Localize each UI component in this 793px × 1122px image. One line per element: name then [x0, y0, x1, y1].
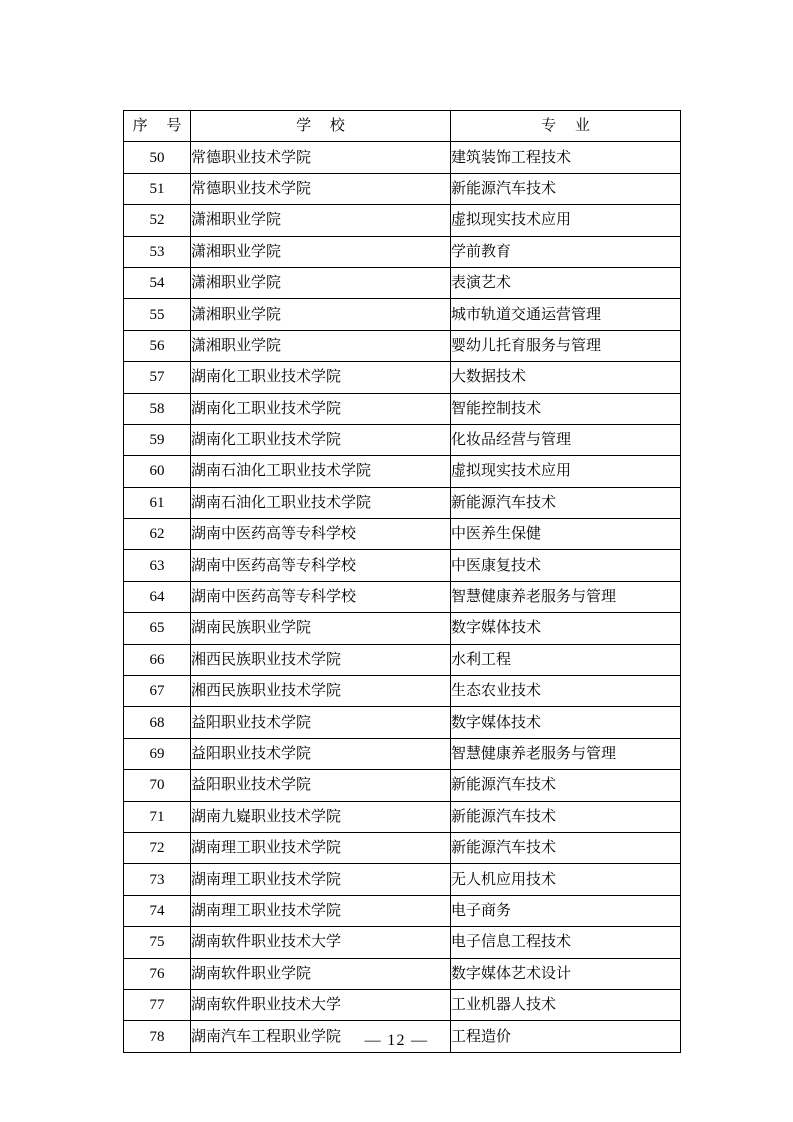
cell-school: 潇湘职业学院: [191, 299, 451, 330]
cell-school: 常德职业技术学院: [191, 173, 451, 204]
cell-school: 湖南汽车工程职业学院: [191, 1021, 451, 1052]
table-row: [124, 613, 681, 644]
cell-number: 77: [124, 989, 191, 1020]
cell-school: 湖南软件职业学院: [191, 958, 451, 989]
table-row: [124, 173, 681, 204]
table-row: [124, 895, 681, 926]
cell-school: 湖南中医药高等专科学校: [191, 581, 451, 612]
table-row: [124, 832, 681, 863]
cell-major: 无人机应用技术: [451, 864, 681, 895]
table-row: [124, 864, 681, 895]
cell-number: 66: [124, 644, 191, 675]
cell-major: 工程造价: [451, 1021, 681, 1052]
cell-major: 新能源汽车技术: [451, 832, 681, 863]
cell-school: 湖南化工职业技术学院: [191, 393, 451, 424]
cell-number: 53: [124, 236, 191, 267]
table-header: [124, 111, 681, 142]
cell-number: 74: [124, 895, 191, 926]
cell-major: 中医康复技术: [451, 550, 681, 581]
column-header-school: 学 校: [191, 111, 451, 142]
cell-number: 57: [124, 362, 191, 393]
cell-major: 智慧健康养老服务与管理: [451, 581, 681, 612]
cell-number: 71: [124, 801, 191, 832]
cell-major: 学前教育: [451, 236, 681, 267]
cell-major: 数字媒体技术: [451, 613, 681, 644]
cell-school: 潇湘职业学院: [191, 330, 451, 361]
cell-major: 工业机器人技术: [451, 989, 681, 1020]
cell-number: 67: [124, 676, 191, 707]
table-row: [124, 581, 681, 612]
table-row: [124, 205, 681, 236]
school-major-table-container: [123, 110, 680, 1053]
cell-major: 电子商务: [451, 895, 681, 926]
table-row: [124, 299, 681, 330]
cell-school: 湖南软件职业技术大学: [191, 927, 451, 958]
cell-major: 新能源汽车技术: [451, 487, 681, 518]
table-row: [124, 393, 681, 424]
cell-school: 湘西民族职业技术学院: [191, 676, 451, 707]
cell-number: 60: [124, 456, 191, 487]
cell-school: 潇湘职业学院: [191, 236, 451, 267]
cell-school: 湖南民族职业学院: [191, 613, 451, 644]
cell-number: 50: [124, 142, 191, 173]
cell-major: 水利工程: [451, 644, 681, 675]
cell-school: 湖南九嶷职业技术学院: [191, 801, 451, 832]
cell-school: 湖南理工职业技术学院: [191, 895, 451, 926]
table-row: [124, 927, 681, 958]
table-row: [124, 801, 681, 832]
column-header-major: 专 业: [451, 111, 681, 142]
school-major-table: [123, 110, 681, 1053]
table-row: [124, 267, 681, 298]
table-row: [124, 424, 681, 455]
cell-major: 虚拟现实技术应用: [451, 456, 681, 487]
table-row: [124, 142, 681, 173]
cell-school: 湖南化工职业技术学院: [191, 362, 451, 393]
cell-major: 化妆品经营与管理: [451, 424, 681, 455]
cell-number: 73: [124, 864, 191, 895]
cell-number: 58: [124, 393, 191, 424]
cell-major: 中医养生保健: [451, 519, 681, 550]
cell-major: 城市轨道交通运营管理: [451, 299, 681, 330]
cell-major: 生态农业技术: [451, 676, 681, 707]
cell-major: 虚拟现实技术应用: [451, 205, 681, 236]
table-row: [124, 676, 681, 707]
table-row: [124, 550, 681, 581]
cell-number: 76: [124, 958, 191, 989]
cell-school: 湖南理工职业技术学院: [191, 832, 451, 863]
cell-number: 62: [124, 519, 191, 550]
cell-school: 常德职业技术学院: [191, 142, 451, 173]
cell-school: 湖南理工职业技术学院: [191, 864, 451, 895]
cell-number: 59: [124, 424, 191, 455]
table-row: [124, 236, 681, 267]
cell-number: 55: [124, 299, 191, 330]
cell-school: 湖南软件职业技术大学: [191, 989, 451, 1020]
cell-school: 益阳职业技术学院: [191, 738, 451, 769]
cell-major: 数字媒体技术: [451, 707, 681, 738]
cell-school: 潇湘职业学院: [191, 205, 451, 236]
cell-school: 益阳职业技术学院: [191, 770, 451, 801]
cell-school: 湖南石油化工职业技术学院: [191, 456, 451, 487]
cell-major: 数字媒体艺术设计: [451, 958, 681, 989]
cell-major: 电子信息工程技术: [451, 927, 681, 958]
cell-major: 新能源汽车技术: [451, 173, 681, 204]
cell-school: 湖南石油化工职业技术学院: [191, 487, 451, 518]
cell-major: 新能源汽车技术: [451, 801, 681, 832]
cell-school: 潇湘职业学院: [191, 267, 451, 298]
cell-number: 63: [124, 550, 191, 581]
cell-number: 64: [124, 581, 191, 612]
cell-number: 75: [124, 927, 191, 958]
cell-major: 新能源汽车技术: [451, 770, 681, 801]
cell-number: 51: [124, 173, 191, 204]
table-row: [124, 644, 681, 675]
cell-major: 智能控制技术: [451, 393, 681, 424]
cell-major: 表演艺术: [451, 267, 681, 298]
table-row: [124, 989, 681, 1020]
cell-number: 72: [124, 832, 191, 863]
table-row: [124, 519, 681, 550]
cell-major: 建筑装饰工程技术: [451, 142, 681, 173]
cell-number: 56: [124, 330, 191, 361]
cell-major: 大数据技术: [451, 362, 681, 393]
cell-number: 52: [124, 205, 191, 236]
column-header-number: 序 号: [124, 111, 191, 142]
page-number: — 12 —: [364, 1032, 429, 1049]
cell-school: 益阳职业技术学院: [191, 707, 451, 738]
cell-school: 湘西民族职业技术学院: [191, 644, 451, 675]
cell-number: 68: [124, 707, 191, 738]
cell-major: 婴幼儿托育服务与管理: [451, 330, 681, 361]
cell-number: 78: [124, 1021, 191, 1052]
cell-number: 65: [124, 613, 191, 644]
table-row: [124, 770, 681, 801]
table-row: [124, 330, 681, 361]
table-row: [124, 738, 681, 769]
table-row: [124, 362, 681, 393]
table-row: [124, 487, 681, 518]
cell-school: 湖南化工职业技术学院: [191, 424, 451, 455]
cell-major: 智慧健康养老服务与管理: [451, 738, 681, 769]
table-row: [124, 707, 681, 738]
table-header-row: [124, 111, 681, 142]
table-row: [124, 958, 681, 989]
cell-number: 69: [124, 738, 191, 769]
cell-number: 61: [124, 487, 191, 518]
cell-number: 70: [124, 770, 191, 801]
cell-number: 54: [124, 267, 191, 298]
table-row: [124, 456, 681, 487]
table-body: [124, 142, 681, 1052]
cell-school: 湖南中医药高等专科学校: [191, 550, 451, 581]
cell-school: 湖南中医药高等专科学校: [191, 519, 451, 550]
